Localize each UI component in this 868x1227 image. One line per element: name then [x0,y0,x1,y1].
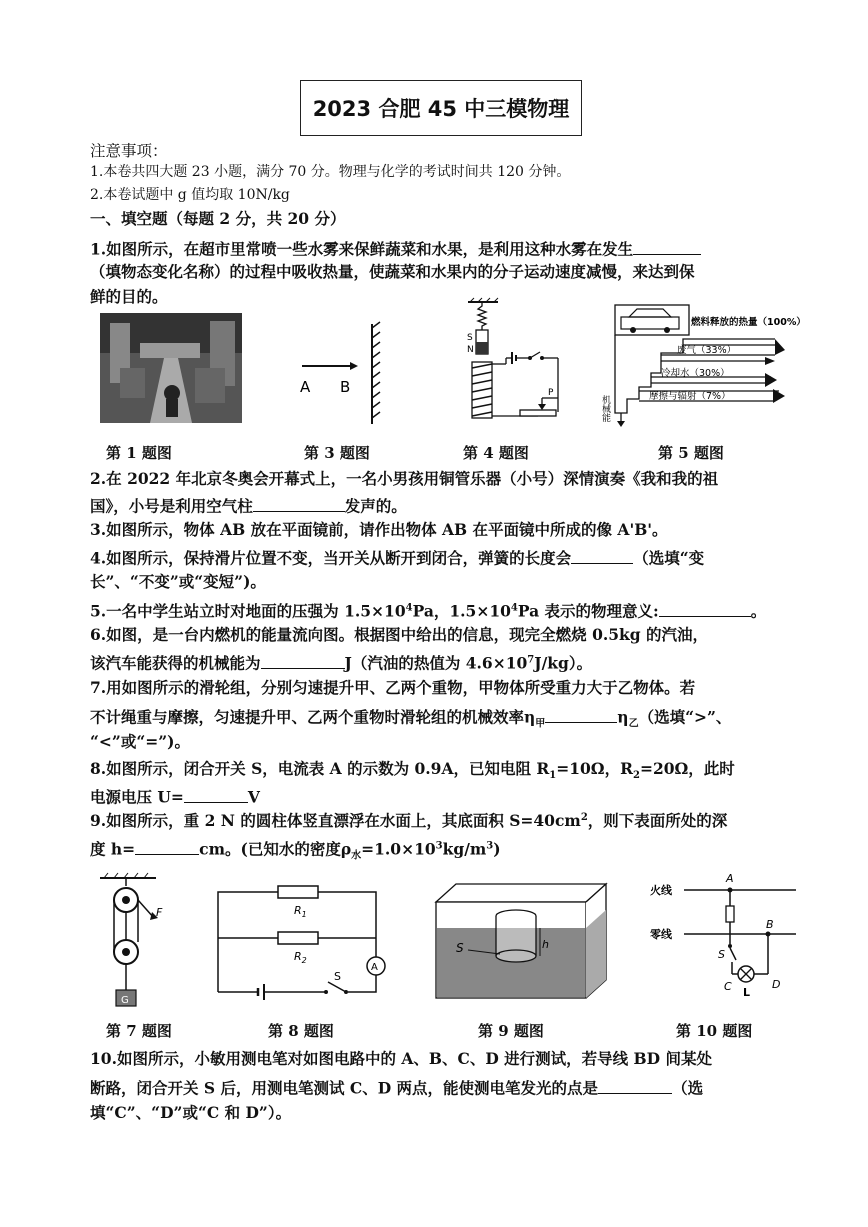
q10-text-b: （选 [672,1078,704,1098]
q10-text-a: 断路，闭合开关 S 后，用测电笔测试 C、D 两点，能使测电笔发光的点是 [90,1078,599,1098]
q1-blank [633,238,701,255]
q9-text-c: 度 h= [90,839,136,859]
q9-exp2: 3 [435,840,443,852]
fig3-mirror [296,318,396,428]
q2-blank [253,495,345,512]
q8-text-d: 电源电压 U= [90,787,184,807]
q7-blank [545,706,617,723]
q4-line2: 长”、“不变”或“变短”)。 [90,572,266,591]
fig8-label-s: S [334,970,341,983]
caption-fig10: 第 10 题图 [676,1022,753,1040]
q3-line: 3.如图所示，物体 AB 放在平面镜前，请作出物体 AB 在平面镜中所成的像 A'B'。 [90,520,668,539]
q9-exp: 2 [580,812,588,823]
q8-text-b: =10Ω，R [556,759,633,778]
paper-title: 2023 合肥 45 中三模物理 [300,80,582,136]
q8-line2 [90,786,260,807]
q2-text-b: 发声的。 [344,496,407,516]
q8-line1 [90,760,735,782]
fig8-ammeter-label: A [371,962,378,973]
fig4-label-s: S [467,333,473,343]
section-1-heading: 一、填空题（每题 2 分，共 20 分） [90,209,346,228]
fig7-label-g: G [121,995,129,1006]
fig7-pulley [96,872,176,1010]
q8-text-e: V [247,787,260,807]
fig3-label-a: A [300,378,311,396]
q5-text-a: 5.一名中学生站立时对地面的压强为 1.5×10 [90,601,406,621]
q8-sub-2: 2 [632,770,640,782]
q9-text-a: 9.如图所示，重 2 N 的圆柱体竖直漂浮在水面上，其底面积 S=40cm [90,811,581,831]
q10-blank [598,1077,672,1094]
fig5-side-label: 机械能 [600,395,610,422]
fig10-neutral-label: 零线 [650,928,672,941]
q5-line [90,600,766,621]
q2-line1: 2.在 2022 年北京冬奥会开幕式上，一名小男孩用铜管乐器（小号）深情演奏《我和我的祖 [90,469,719,488]
q9-text-g: ) [493,839,501,859]
fig3-label-b: B [340,378,351,396]
q6-exp: 7 [527,654,535,666]
q6-text-c: J/kg）。 [534,653,593,673]
fig5-bar1: 废气（33%） [677,345,737,356]
q7-line3: “<”或“=”)。 [90,732,190,751]
fig8-label-r2: $R_2$ [294,950,307,965]
q7-line2 [90,706,731,731]
q4-text-b: （选填“变 [633,548,705,568]
fig10-household-circuit [648,868,798,998]
fig10-label-a: A [726,872,734,885]
q6-line1: 6.如图，是一台内燃机的能量流向图。根据图中给出的信息，现完全燃烧 0.5kg 的汽油， [90,625,709,644]
fig9-label-h: h [542,938,549,951]
fig10-label-d: D [772,978,781,991]
fig4-label-n: N [467,345,474,355]
fig9-label-s: S [456,941,464,955]
fig10-live-label: 火线 [650,884,672,897]
q8-text-c: =20Ω，此时 [639,759,735,778]
fig5-bar2: 冷却水（30%） [661,368,730,379]
q9-text-e: =1.0×10 [361,839,436,859]
q9-text-d: cm。(已知水的密度ρ [199,839,352,859]
q4-text-a: 4.如图所示，保持滑片位置不变，当开关从断开到闭合，弹簧的长度会 [90,548,572,568]
fig10-label-s: S [718,948,725,961]
q9-exp3: 3 [486,840,494,852]
q7-line1: 7.用如图所示的滑轮组，分别匀速提升甲、乙两个重物，甲物体所受重力大于乙物体。若 [90,678,696,697]
q9-line2 [90,838,501,863]
caption-fig5: 第 5 题图 [658,444,724,462]
q5-exp-2: 4 [510,602,518,614]
notes-heading: 注意事项： [90,142,168,160]
fig7-label-f: F [156,906,163,919]
q1-line2: （填物态变化名称）的过程中吸收热量，使蔬菜和水果内的分子运动速度减慢，来达到保 [90,262,695,281]
q9-text-f: kg/m [442,839,487,859]
caption-fig7: 第 7 题图 [106,1022,172,1040]
q5-text-c: Pa 表示的物理意义: [517,601,659,621]
q7-eta-2: η [617,707,629,727]
q5-blank [659,600,751,617]
q10-line3: 填“C”、“D”或“C 和 D”）。 [90,1103,292,1122]
q2-line2 [90,495,407,516]
fig1-photo [100,313,242,423]
caption-fig8: 第 8 题图 [268,1022,334,1040]
fig8-label-r1: $R_1$ [294,904,307,919]
fig4-label-p: P [548,388,554,398]
q6-line2 [90,652,592,673]
q8-sub-1: 1 [549,770,557,782]
q5-text-end: 。 [750,601,767,621]
fig5-bar3: 摩擦与辐射（7%） [649,391,731,402]
fig10-label-b: B [766,918,774,931]
fig9-float [434,880,609,1000]
caption-fig4: 第 4 题图 [463,444,529,462]
caption-fig1: 第 1 题图 [106,444,172,462]
q1-line1 [90,238,701,259]
q4-blank [571,547,633,564]
q5-exp-1: 4 [405,602,413,614]
note-2: 2.本卷试题中 g 值均取 10N/kg [90,187,290,203]
q9-sub-water: 水 [351,850,362,862]
note-1: 1.本卷共四大题 23 小题，满分 70 分。物理与化学的考试时间共 120 分钟。 [90,164,571,180]
q10-line1: 10.如图所示，小敏用测电笔对如图电路中的 A、B、C、D 进行测试，若导线 BD 间某处 [90,1049,713,1068]
q7-text-a: 不计绳重与摩擦，匀速提升甲、乙两个重物时滑轮组的机械效率η [90,707,536,727]
q9-text-b: ，则下表面所处的深 [587,811,728,831]
q7-sub-yi: 乙 [628,718,639,730]
q4-line1 [90,547,704,568]
q1-line3: 鲜的目的。 [90,287,168,306]
q6-blank [261,652,345,669]
q9-line1 [90,812,727,831]
caption-fig9: 第 9 题图 [478,1022,544,1040]
q5-text-b: Pa，1.5×10 [412,601,511,621]
q8-blank [184,786,248,803]
fig5-energy-flow [600,303,810,428]
q2-text-a: 国》，小号是利用空气柱 [90,496,253,516]
fig10-label-l: L [743,986,751,999]
fig4-circuit [458,298,570,424]
caption-fig3: 第 3 题图 [304,444,370,462]
q6-text-b: J（汽油的热值为 4.6×10 [344,653,528,673]
fig8-circuit [212,880,397,1000]
q10-line2 [90,1077,703,1098]
q6-text-a: 该汽车能获得的机械能为 [90,653,261,673]
fig10-label-c: C [724,980,732,993]
q9-blank [135,838,199,855]
q7-text-c: （选填“>”、 [638,707,732,727]
q1-text-a: 1.如图所示，在超市里常喷一些水雾来保鲜蔬菜和水果，是利用这种水雾在发生 [90,239,634,259]
q8-text-a: 8.如图所示，闭合开关 S，电流表 A 的示数为 0.9A，已知电阻 R [90,759,550,778]
q7-sub-jia: 甲 [535,718,546,730]
fig5-top-label: 燃料释放的热量（100%） [691,317,806,328]
